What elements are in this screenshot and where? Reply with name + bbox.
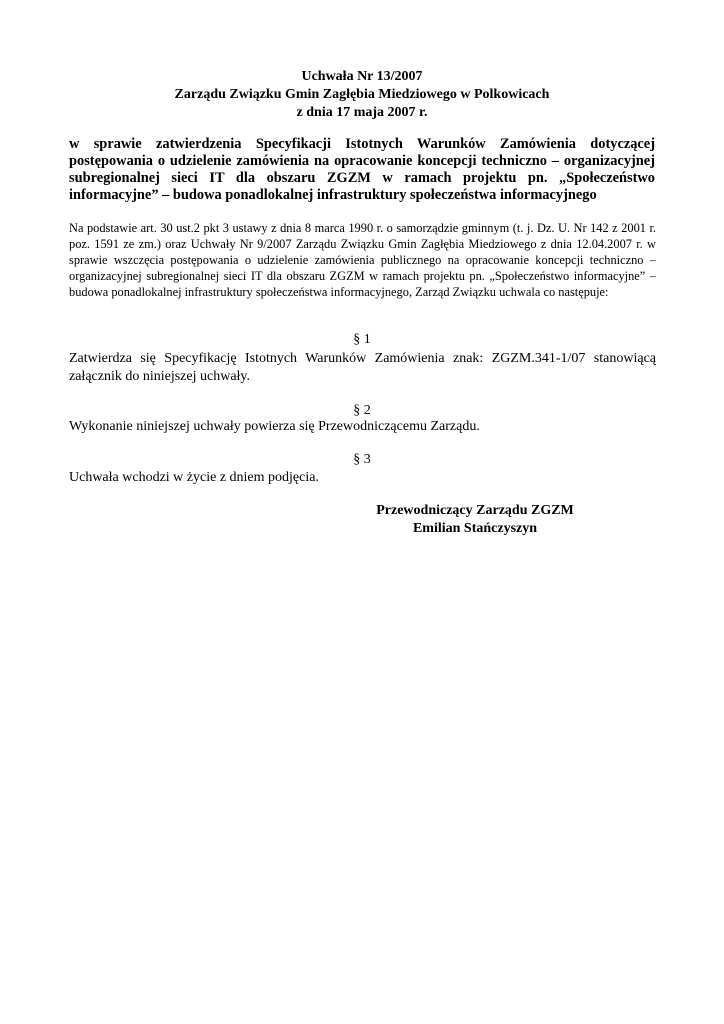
resolution-subject: w sprawie zatwierdzenia Specyfikacji Istotnych Warunków Zamówienia dotyczącej postępowania o udzielenie zamówienia na opracowanie koncepcji techniczno – organizacyjnej subregionalnej sieci IT dla obszaru ZGZM w ramach projektu pn. „Społeczeństwo informacyjne” – budowa ponadlokalnej infrastruktury społeczeństwa informacyjnego bbox=[69, 136, 655, 203]
legal-basis: Na podstawie art. 30 ust.2 pkt 3 ustawy z dnia 8 marca 1990 r. o samorządzie gminnym (t. j. Dz. U. Nr 142 z 2001 r. poz. 1591 ze zm.) oraz Uchwały Nr 9/2007 Zarządu Związku Gmin Zagłębia Miedziowego z dnia 12.04.2007 r. w sprawie wszczęcia postępowania o udzielenie zamówienia publicznego na opracowanie koncepcji techniczno – organizacyjnej subregionalnej sieci IT dla obszaru ZGZM w ramach projektu pn. „Społeczeństwo informacyjne” – budowa ponadlokalnej infrastruktury społeczeństwa informacyjnego, Zarząd Związku uchwala co następuje: bbox=[69, 221, 656, 299]
signatory-name: Emilian Stańczyszyn bbox=[412, 521, 538, 536]
paragraph-3-text: Uchwała wchodzi w życie z dniem podjęcia. bbox=[69, 470, 319, 485]
paragraph-1-text: Zatwierdza się Specyfikację Istotnych Warunków Zamówienia znak: ZGZM.341-1/07 stanowiącą załącznik do niniejszej uchwały. bbox=[69, 351, 656, 384]
paragraph-3-sign: § 3 bbox=[353, 452, 371, 467]
resolution-header bbox=[0, 68, 724, 122]
issuing-body: Zarządu Związku Gmin Zagłębia Miedziowego w Polkowicach bbox=[174, 87, 550, 102]
paragraph-2-sign: § 2 bbox=[353, 403, 371, 418]
resolution-number: Uchwała Nr 13/2007 bbox=[301, 69, 423, 84]
signature-block bbox=[340, 502, 610, 538]
signatory-title: Przewodniczący Zarządu ZGZM bbox=[376, 503, 574, 518]
resolution-date: z dnia 17 maja 2007 r. bbox=[296, 105, 428, 120]
paragraph-1-sign: § 1 bbox=[353, 332, 371, 347]
paragraph-2-text: Wykonanie niniejszej uchwały powierza się Przewodniczącemu Zarządu. bbox=[69, 419, 480, 434]
